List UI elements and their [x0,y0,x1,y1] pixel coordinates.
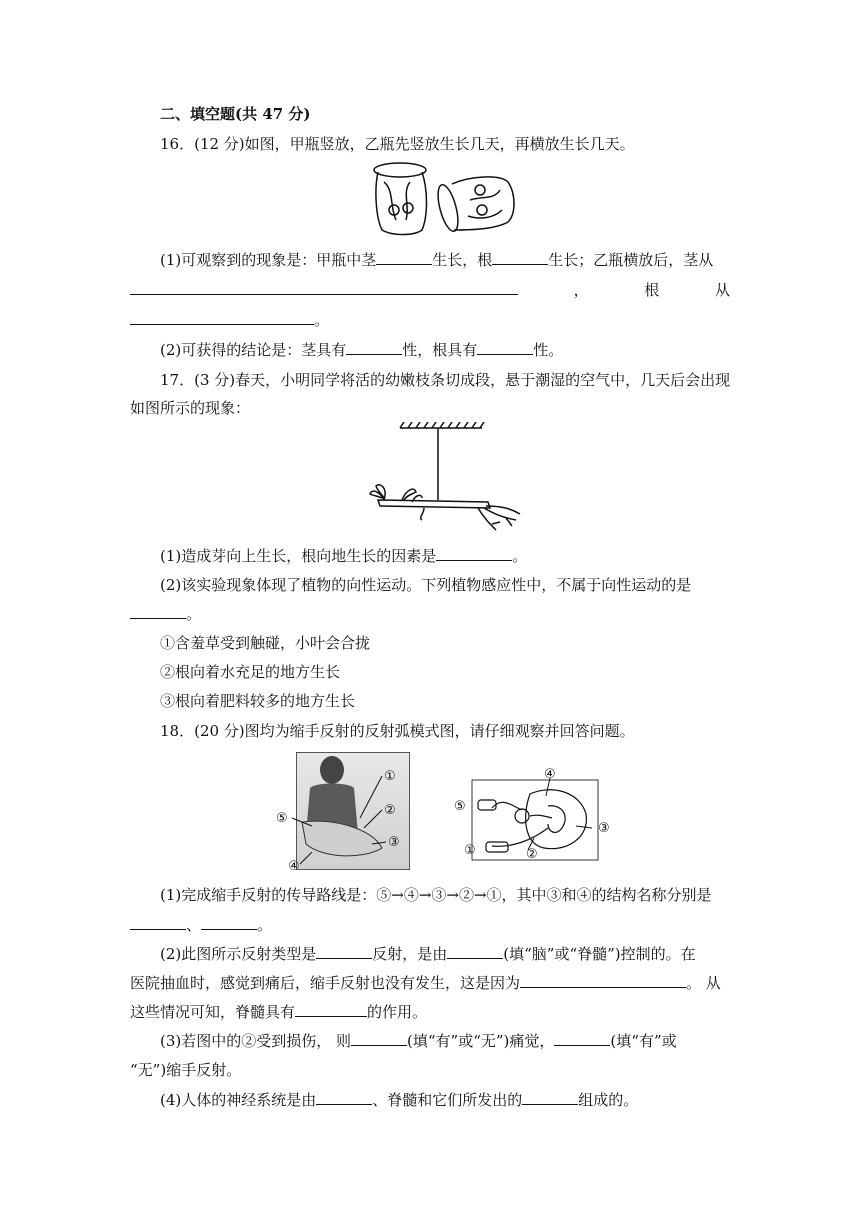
q18-p1-blanks: 、 。 [130,915,272,935]
arm-loop [302,821,382,856]
blank[interactable] [376,250,432,265]
q18-p3-line2: “无”)缩手反射。 [130,1061,242,1079]
label-3: ③ [388,835,400,850]
q16-p1-line1: (1)可观察到的现象是：甲瓶中茎 生长，根 生长；乙瓶横放后，茎从 [160,251,714,269]
label-2: ② [526,847,538,862]
q18-p1: (1)完成缩手反射的传导路线是：⑤→④→③→②→①，其中③和④的结构名称分别是 [160,886,712,904]
blank[interactable] [447,944,503,959]
blank[interactable] [130,604,186,619]
blank[interactable] [492,250,548,265]
efferent-nerve [492,828,548,846]
blank[interactable] [295,1002,367,1017]
blank[interactable] [554,1031,610,1046]
reflex-arc-diagram [452,766,620,862]
blank[interactable] [130,280,518,295]
q18-p2-line1: (2)此图所示反射类型是 反射，是由 (填“脑”或“脊髓”)控制的。在 [160,945,696,963]
q17-stem-1: 17．(3 分)春天，小明同学将活的幼嫩枝条切成段，悬于潮湿的空气中，几天后会出现 [160,371,731,389]
q17-option-1: ①含羞草受到触碰，小叶会合拢 [160,634,371,652]
q16-p2: (2)可获得的结论是：茎具有 性，根具有 性。 [160,341,564,359]
blank[interactable] [477,340,533,355]
spinal-cord-section [526,790,587,849]
ceiling-hatch [400,422,484,428]
effector [486,842,508,852]
label-1: ① [464,843,476,858]
ganglion [515,809,529,823]
blank[interactable] [130,310,314,325]
blank[interactable] [316,1090,372,1105]
label-4: ④ [544,767,556,782]
blank[interactable] [346,340,402,355]
label-2: ② [384,803,396,818]
blank[interactable] [520,973,686,988]
jar-a [374,163,427,235]
label-5: ⑤ [454,799,466,814]
label-1: ① [384,769,396,784]
section-title: 二、填空题(共 47 分) [160,105,311,123]
q18-stem: 18．(20 分)图均为缩手反射的反射弧模式图，请仔细观察并回答问题。 [160,722,635,740]
q17-stem-2: 如图所示的现象： [130,399,251,417]
jar-figure [370,160,520,238]
q17-p2: (2)该实验现象体现了植物的向性运动。下列植物感应性中，不属于向性运动的是 [160,576,692,594]
q18-p3-line1: (3)若图中的②受到损伤， 则 (填“有”或“无”)痛觉， (填“有”或 [160,1032,677,1050]
blank[interactable] [201,915,257,930]
label-5: ⑤ [276,811,288,826]
blank[interactable] [351,1031,407,1046]
q17-p2-blank-line: 。 [130,604,201,624]
q17-p1: (1)造成芽向上生长，根向地生长的因素是 。 [160,547,528,565]
root [486,506,520,514]
q16-stem: 16．(12 分)如图，甲瓶竖放，乙瓶先竖放生长几天，再横放生长几天。 [160,135,635,153]
reflex-photo-overlay [272,748,412,876]
branch-figure [360,422,530,540]
blank[interactable] [436,546,512,561]
q17-option-2: ②根向着水充足的地方生长 [160,663,341,681]
q16-p1-line3: 。 [130,310,329,330]
receptor [478,800,496,810]
root [478,508,496,530]
label-4: ④ [288,859,300,874]
blank[interactable] [316,944,372,959]
q18-p2-line3: 这些情况可知，脊髓具有 的作用。 [130,1003,428,1021]
gray-matter [548,806,565,833]
q18-p4: (4)人体的神经系统是由 、脊髓和它们所发出的 组成的。 [160,1091,639,1109]
blank[interactable] [130,915,186,930]
branch [378,500,490,508]
q16-p1-line2: ， 根 从 [130,280,730,300]
q18-p2-line2: 医院抽血时，感觉到痛后，缩手反射也没有发生，这是因为 。 从 [130,974,721,992]
blank[interactable] [522,1090,578,1105]
person-head [320,756,344,784]
label-3: ③ [598,821,610,836]
jar-b [434,177,514,233]
bud [421,508,424,520]
q17-option-3: ③根向着肥料较多的地方生长 [160,692,356,710]
